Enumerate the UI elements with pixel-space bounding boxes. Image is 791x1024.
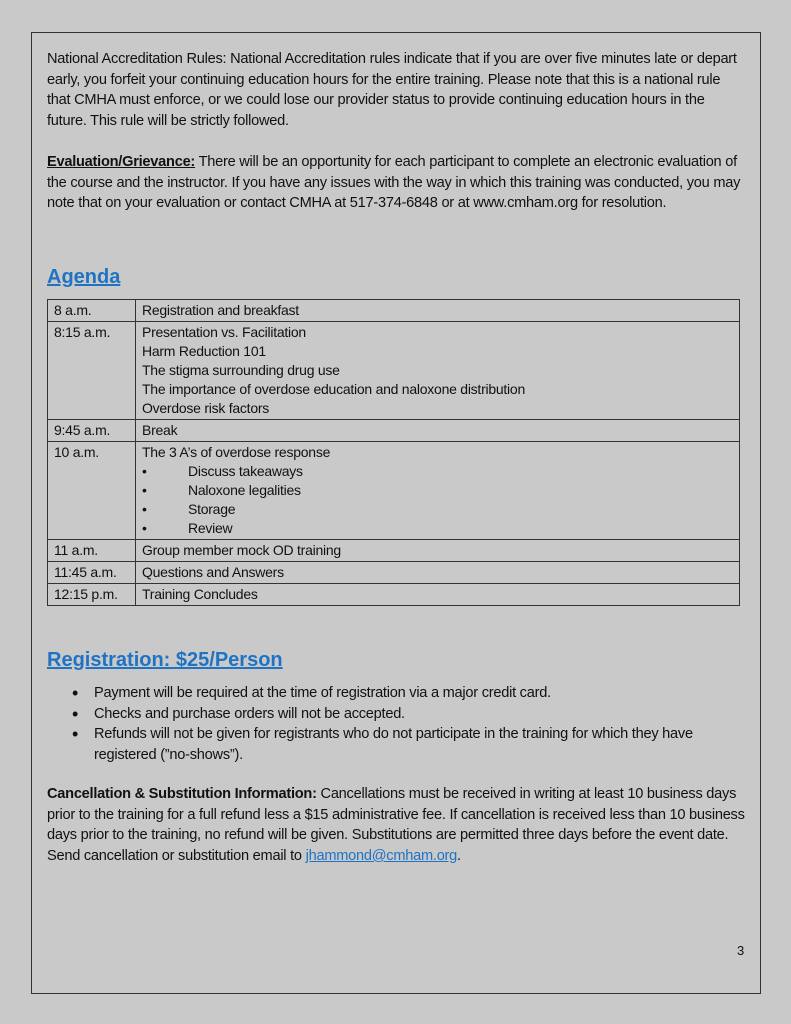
agenda-time: 12:15 p.m.	[48, 584, 136, 606]
accreditation-paragraph: National Accreditation Rules: National Accreditation rules indicate that if you are over five minutes late or depart early, you forfeit your continuing education hours for the entire training. Please note that this is a national rule that CMHA must enforce, or we could lose our provider status to provide continuing education hours in the future. This rule will be strictly followed.	[47, 51, 737, 129]
cancellation-text: Cancellations must be received in writing at least 10 business days prior to the training for a full refund less a $15 administrative fee. If cancellation is received less than 10 business days prior to the training, no refund will be given. Substitutions are permitted three days before the event date. Send cancellation or substitution email to	[47, 786, 745, 864]
agenda-items	[136, 420, 740, 442]
evaluation-paragraph	[47, 152, 747, 214]
agenda-items	[136, 442, 740, 540]
agenda-item: Questions and Answers	[142, 564, 284, 580]
agenda-bullet	[142, 500, 733, 519]
bullet-icon: •	[142, 482, 147, 498]
agenda-item: Overdose risk factors	[142, 400, 270, 416]
agenda-time: 8:15 a.m.	[48, 322, 136, 420]
agenda-item: Registration and breakfast	[142, 302, 299, 318]
agenda-time: 8 a.m.	[48, 300, 136, 322]
agenda-bullet	[142, 481, 733, 500]
agenda-items	[136, 562, 740, 584]
table-row	[48, 562, 740, 584]
page-number: 3	[737, 943, 744, 958]
table-row	[48, 442, 740, 540]
agenda-item: The stigma surrounding drug use	[142, 362, 340, 378]
agenda-bullet	[142, 519, 733, 538]
bullet-icon: •	[142, 501, 147, 517]
agenda-item: Harm Reduction 101	[142, 343, 266, 359]
bullet-icon: •	[142, 520, 147, 536]
list-item: • Checks and purchase orders will not be accepted.	[78, 704, 738, 725]
evaluation-text: There will be an opportunity for each participant to complete an electronic evaluation of the course and the instructor. If you have any issues with the way in which this training was conducted, you may note that on your evaluation or contact CMHA at 517-374-6848 or at www.cmham.org for resolution.	[47, 154, 741, 212]
agenda-time: 9:45 a.m.	[48, 420, 136, 442]
agenda-item: The 3 A’s of overdose response	[142, 444, 331, 460]
agenda-item: Presentation vs. Facilitation	[142, 324, 306, 340]
agenda-bullet	[142, 462, 733, 481]
agenda-item: Group member mock OD training	[142, 542, 341, 558]
agenda-items	[136, 584, 740, 606]
agenda-time: 10 a.m.	[48, 442, 136, 540]
agenda-items	[136, 322, 740, 420]
bullet-text: Discuss takeaways	[188, 463, 303, 479]
cancellation-paragraph	[47, 784, 747, 866]
agenda-items	[136, 540, 740, 562]
table-row	[48, 420, 740, 442]
table-row	[48, 300, 740, 322]
agenda-table	[47, 299, 740, 606]
cancellation-label: Cancellation & Substitution Information:	[47, 786, 317, 802]
registration-list	[78, 683, 738, 765]
agenda-item: Break	[142, 422, 178, 438]
agenda-items	[136, 300, 740, 322]
bullet-icon: •	[142, 463, 147, 479]
agenda-time: 11 a.m.	[48, 540, 136, 562]
bullet-text: Storage	[188, 501, 236, 517]
list-item: • Refunds will not be given for registrants who do not participate in the training for which they have registered (”no-shows”).	[78, 724, 738, 765]
evaluation-label: Evaluation/Grievance:	[47, 154, 196, 170]
document-page	[31, 32, 761, 994]
table-row	[48, 584, 740, 606]
bullet-text: Review	[188, 520, 233, 536]
email-link[interactable]: jhammond@cmham.org	[305, 847, 458, 864]
agenda-item: Training Concludes	[142, 586, 258, 602]
registration-heading: Registration: $25/Person	[47, 649, 283, 671]
table-row	[48, 322, 740, 420]
bullet-text: Naloxone legalities	[188, 482, 301, 498]
agenda-heading: Agenda	[47, 266, 121, 288]
agenda-item: The importance of overdose education and naloxone distribution	[142, 381, 525, 397]
table-row	[48, 540, 740, 562]
period: .	[457, 847, 461, 864]
agenda-time: 11:45 a.m.	[48, 562, 136, 584]
list-item: • Payment will be required at the time of registration via a major credit card.	[78, 683, 738, 704]
